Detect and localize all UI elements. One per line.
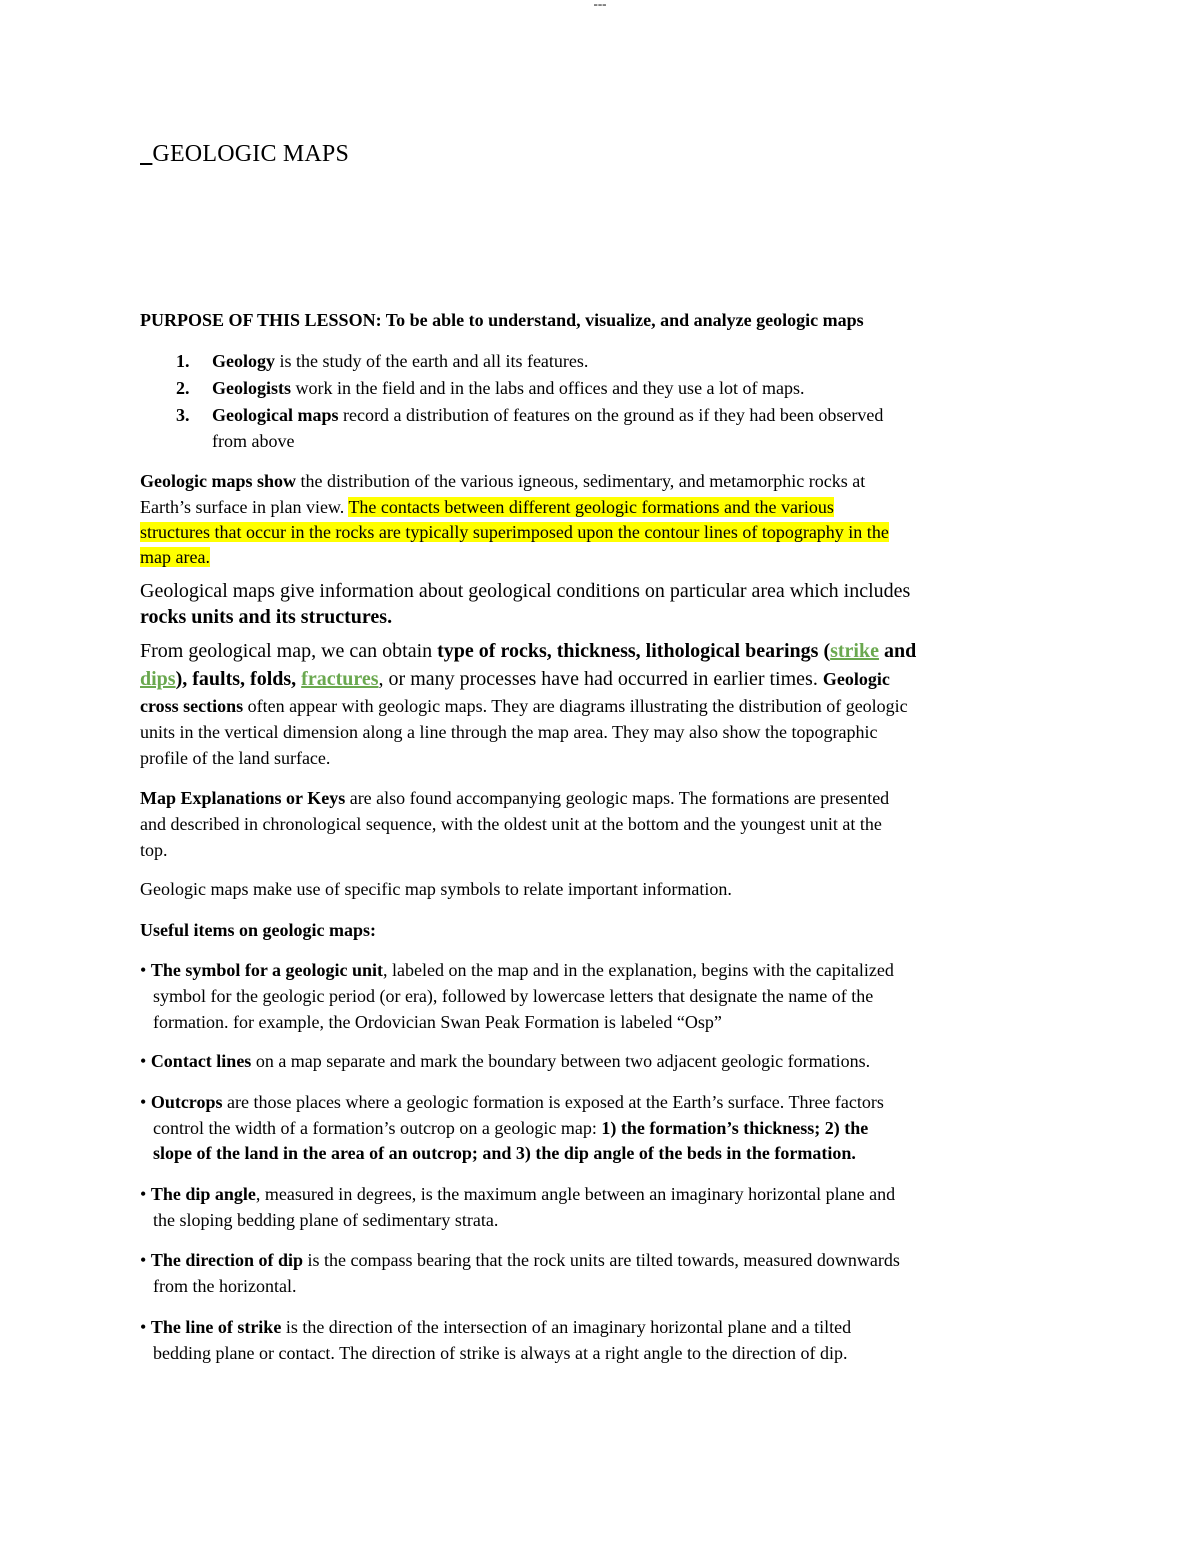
strike-link[interactable]: strike	[830, 640, 879, 662]
list-number-3: 3.	[176, 405, 190, 425]
list-item-3-cont: from above	[212, 431, 295, 451]
bullet-4-line-1	[140, 1184, 895, 1205]
bullet-term: The line of strike	[150, 1317, 282, 1337]
p3-line-2	[140, 668, 890, 691]
bullet-term: Contact lines	[150, 1051, 252, 1071]
bullet-4-line-2: the sloping bedding plane of sedimentary strata.	[153, 1210, 499, 1230]
list-item-2	[212, 378, 805, 399]
bullet-text: on a map separate and mark the boundary between two adjacent geologic formations.	[251, 1051, 871, 1071]
fractures-link[interactable]: fractures	[301, 668, 379, 690]
list-number-1: 1.	[176, 351, 190, 371]
bullet-icon: •	[140, 1250, 147, 1270]
bullet-3-line-2	[153, 1118, 868, 1139]
p4-line-3: top.	[140, 840, 168, 860]
dips-link[interactable]: dips	[140, 668, 176, 690]
p4-line-1	[140, 788, 889, 809]
title-text: GEOLOGIC MAPS	[152, 141, 350, 167]
page-title	[140, 141, 349, 168]
p4-term: Map Explanations or Keys	[140, 788, 346, 808]
p1-line-2	[140, 497, 834, 518]
list-item-3	[212, 405, 883, 426]
p3-bold: and	[879, 640, 917, 662]
bullet-bold: 1) the formation’s thickness; 2) the	[601, 1118, 869, 1138]
bullet-6-line-2: bedding plane or contact. The direction of strike is always at a right angle to the direction of dip.	[153, 1343, 848, 1363]
bullet-6-line-1	[140, 1317, 851, 1338]
p1-line-1	[140, 471, 865, 492]
p1-term: Geologic maps show	[140, 471, 297, 491]
bullet-text: is the compass bearing that the rock units are tilted towards, measured downwards	[303, 1250, 900, 1270]
p3-line-4: units in the vertical dimension along a line through the map area. They may also show the topographic	[140, 722, 878, 742]
bullet-1-line-3: formation. for example, the Ordovician Swan Peak Formation is labeled “Osp”	[153, 1012, 722, 1032]
bullet-text: is the direction of the intersection of an imaginary horizontal plane and a tilted	[281, 1317, 852, 1337]
bullet-5-line-1	[140, 1250, 900, 1271]
p5-line: Geologic maps make use of specific map symbols to relate important information.	[140, 879, 732, 899]
list-term: Geological maps	[212, 405, 339, 425]
bullet-1-line-1	[140, 960, 894, 981]
bullet-3-line-1	[140, 1092, 884, 1113]
bullet-2-line-1	[140, 1051, 870, 1072]
p3-line-5: profile of the land surface.	[140, 748, 331, 768]
p3-bold: cross sections	[140, 696, 244, 716]
title-underscore	[140, 141, 152, 167]
bullet-term: Outcrops	[150, 1092, 223, 1112]
bullet-text: control the width of a formation’s outcrop on a geologic map:	[153, 1118, 602, 1138]
p4-line-2: and described in chronological sequence, with the oldest unit at the bottom and the youngest unit at the	[140, 814, 882, 834]
bullet-text: , measured in degrees, is the maximum angle between an imaginary horizontal plane and	[255, 1184, 896, 1204]
p1-text: the distribution of the various igneous, sedimentary, and metamorphic rocks at	[296, 471, 866, 491]
purpose-line: PURPOSE OF THIS LESSON: To be able to understand, visualize, and analyze geologic maps	[140, 310, 864, 330]
bullet-text: are those places where a geologic formation is exposed at the Earth’s surface. Three factors	[222, 1092, 884, 1112]
p1-highlight: The contacts between different geologic formations and the various	[348, 497, 834, 517]
p3-text: often appear with geologic maps. They are diagrams illustrating the distribution of geologic	[243, 696, 908, 716]
p3-line-3	[140, 696, 908, 717]
list-text: work in the field and in the labs and offices and they use a lot of maps.	[291, 378, 805, 398]
p3-bold: type of rocks, thickness, lithological bearings (	[437, 640, 831, 662]
useful-items-heading: Useful items on geologic maps:	[140, 920, 376, 940]
bullet-term: The dip angle	[150, 1184, 256, 1204]
header-mark: ---	[593, 0, 607, 11]
p1-text: Earth’s surface in plan view.	[140, 497, 349, 517]
list-number-2: 2.	[176, 378, 190, 398]
bullet-3-line-3: slope of the land in the area of an outcrop; and 3) the dip angle of the beds in the formation.	[153, 1143, 856, 1163]
bullet-text: , labeled on the map and in the explanation, begins with the capitalized	[382, 960, 894, 980]
p3-text: From geological map, we can obtain	[140, 640, 438, 662]
p2-line-1: Geological maps give information about geological conditions on particular area which includes	[140, 580, 911, 602]
bullet-icon: •	[140, 960, 147, 980]
list-text: record a distribution of features on the ground as if they had been observed	[338, 405, 884, 425]
bullet-icon: •	[140, 1051, 147, 1071]
bullet-5-line-2: from the horizontal.	[153, 1276, 297, 1296]
bullet-term: The direction of dip	[150, 1250, 303, 1270]
p1-line-3	[140, 522, 889, 543]
p3-line-1	[140, 640, 916, 663]
bullet-1-line-2: symbol for the geologic period (or era), followed by lowercase letters that designate the name of the	[153, 986, 874, 1006]
p1-line-4	[140, 547, 210, 568]
bullet-term: The symbol for a geologic unit	[150, 960, 383, 980]
p1-highlight: map area.	[140, 547, 210, 567]
bullet-icon: •	[140, 1317, 147, 1337]
list-text: is the study of the earth and all its features.	[275, 351, 589, 371]
p4-text: are also found accompanying geologic maps. The formations are presented	[345, 788, 890, 808]
p3-text: , or many processes have had occurred in earlier times.	[378, 668, 823, 690]
p3-bold: ), faults, folds,	[175, 668, 302, 690]
bullet-icon: •	[140, 1092, 147, 1112]
list-term: Geology	[212, 351, 275, 371]
bullet-icon: •	[140, 1184, 147, 1204]
p3-bold: Geologic	[822, 669, 890, 689]
list-term: Geologists	[212, 378, 291, 398]
p1-highlight: structures that occur in the rocks are typically superimposed upon the contour lines of topography in the	[140, 522, 889, 542]
list-item-1	[212, 351, 588, 372]
p2-line-2: rocks units and its structures.	[140, 606, 393, 628]
